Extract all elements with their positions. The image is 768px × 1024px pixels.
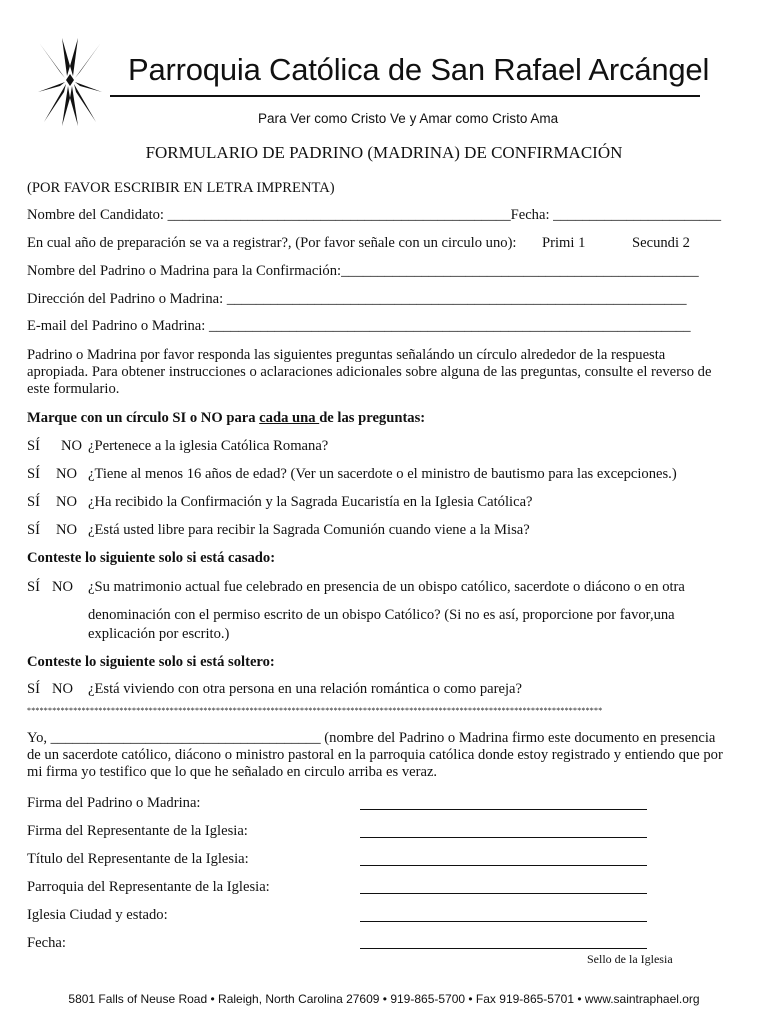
sig-rep-parish-line[interactable] (360, 893, 647, 894)
year-question: En cual año de preparación se va a registrar?, (Por favor señale con un circulo uno): (27, 235, 517, 251)
sponsor-address-blank[interactable]: _______________________________________________________________ (226, 291, 687, 307)
q6-yes[interactable]: SÍ (27, 681, 40, 697)
sig-city-state-label: Iglesia Ciudad y estado: (27, 907, 168, 923)
date-blank[interactable]: _______________________ (553, 207, 721, 223)
attestation-paragraph: Yo, _____________________________________ (nombre del Padrino o Madrina firmo este documento en presencia de un sacerdote católico, diácono o ministro pastoral en la parroquia católica donde estoy registrado y entiendo que por mi firma yo testifico que lo que he señalado en circulo arriba es veraz. (27, 730, 723, 780)
mark-instruction-part1: Marque con un círculo SI o NO para (27, 410, 260, 426)
header-rule (110, 95, 700, 97)
sponsor-address-row (27, 291, 687, 308)
sponsor-email-label: E-mail del Padrino o Madrina: (27, 318, 206, 334)
sig-date-line[interactable] (360, 948, 647, 949)
form-title: FORMULARIO DE PADRINO (MADRINA) DE CONFIRMACIÓN (145, 143, 623, 162)
print-instruction: (POR FAVOR ESCRIBIR EN LETRA IMPRENTA) (27, 180, 335, 196)
sponsor-name-row (27, 263, 699, 280)
q5-text-line1: ¿Su matrimonio actual fue celebrado en presencia de un obispo católico, sacerdote o diácono o en otra (88, 579, 685, 595)
year-option-primi[interactable]: Primi 1 (542, 235, 586, 251)
sig-rep-title-line[interactable] (360, 865, 647, 866)
parish-logo-icon (36, 36, 104, 128)
mark-instruction (27, 410, 425, 427)
footer-address: 5801 Falls of Neuse Road • Raleigh, North Carolina 27609 • 919-865-5700 • Fax 919-865-5701 • www.saintraphael.org (68, 992, 700, 1006)
q3-yes[interactable]: SÍ (27, 494, 40, 510)
sig-date-label: Fecha: (27, 935, 66, 951)
sig-city-state-line[interactable] (360, 921, 647, 922)
sponsor-name-label: Nombre del Padrino o Madrina para la Confirmación: (27, 263, 342, 279)
sponsor-email-blank[interactable]: __________________________________________________________________ (208, 318, 691, 334)
q2-text: ¿Tiene al menos 16 años de edad? (Ver un sacerdote o el ministro de bautismo para las excepciones.) (88, 466, 677, 482)
mark-instruction-emphasis: cada una (259, 410, 320, 426)
q1-no[interactable]: NO (61, 438, 83, 454)
sig-sponsor-line[interactable] (360, 809, 647, 810)
seal-label: Sello de la Iglesia (587, 952, 673, 966)
candidate-name-blank[interactable]: _______________________________________________ (167, 207, 511, 223)
q1-yes[interactable]: SÍ (27, 438, 40, 454)
intro-paragraph: Padrino o Madrina por favor responda las siguientes preguntas señalándo un círculo alrededor de la respuesta apropiada. Para obtener instrucciones o aclaraciones adicionales sobre alguna de las preguntas, consulte el reverso de este formulario. (27, 347, 712, 397)
mark-instruction-part2: de las preguntas: (319, 410, 426, 426)
married-heading: Conteste lo siguiente solo si está casado: (27, 550, 276, 566)
parish-name: Parroquia Católica de San Rafael Arcángel (128, 52, 710, 87)
q2-yes[interactable]: SÍ (27, 466, 40, 482)
q4-no[interactable]: NO (56, 522, 78, 538)
q3-text: ¿Ha recibido la Confirmación y la Sagrada Eucaristía en la Iglesia Católica? (88, 494, 533, 510)
q6-no[interactable]: NO (52, 681, 74, 697)
q4-yes[interactable]: SÍ (27, 522, 40, 538)
q3-no[interactable]: NO (56, 494, 78, 510)
sig-sponsor-label: Firma del Padrino o Madrina: (27, 795, 201, 811)
q5-no[interactable]: NO (52, 579, 74, 595)
sponsor-email-row (27, 318, 691, 335)
q1-text: ¿Pertenece a la iglesia Católica Romana? (88, 438, 329, 454)
q5-text-line3: explicación por escrito.) (88, 626, 230, 642)
sig-rep-parish-label: Parroquia del Representante de la Iglesia: (27, 879, 270, 895)
sig-rep-label: Firma del Representante de la Iglesia: (27, 823, 248, 839)
sig-rep-line[interactable] (360, 837, 647, 838)
q5-text-line2: denominación con el permiso escrito de un obispo Católico? (Si no es así, proporcione por favor,una (88, 607, 675, 623)
single-heading: Conteste lo siguiente solo si está soltero: (27, 654, 275, 670)
parish-motto: Para Ver como Cristo Ve y Amar como Cristo Ama (258, 111, 559, 126)
q4-text: ¿Está usted libre para recibir la Sagrada Comunión cuando viene a la Misa? (88, 522, 530, 538)
separator-stars: ***************************************************************************************************************************************** (27, 706, 603, 715)
q2-no[interactable]: NO (56, 466, 78, 482)
sig-rep-title-label: Título del Representante de la Iglesia: (27, 851, 249, 867)
sponsor-name-blank[interactable]: _________________________________________________ (341, 263, 699, 279)
q5-yes[interactable]: SÍ (27, 579, 40, 595)
year-option-secundi[interactable]: Secundi 2 (632, 235, 690, 251)
q6-text: ¿Está viviendo con otra persona en una relación romántica o como pareja? (88, 681, 522, 697)
date-label: Fecha: (510, 207, 550, 223)
candidate-name-row (27, 207, 721, 224)
candidate-name-label: Nombre del Candidato: (27, 207, 164, 223)
sponsor-address-label: Dirección del Padrino o Madrina: (27, 291, 224, 307)
